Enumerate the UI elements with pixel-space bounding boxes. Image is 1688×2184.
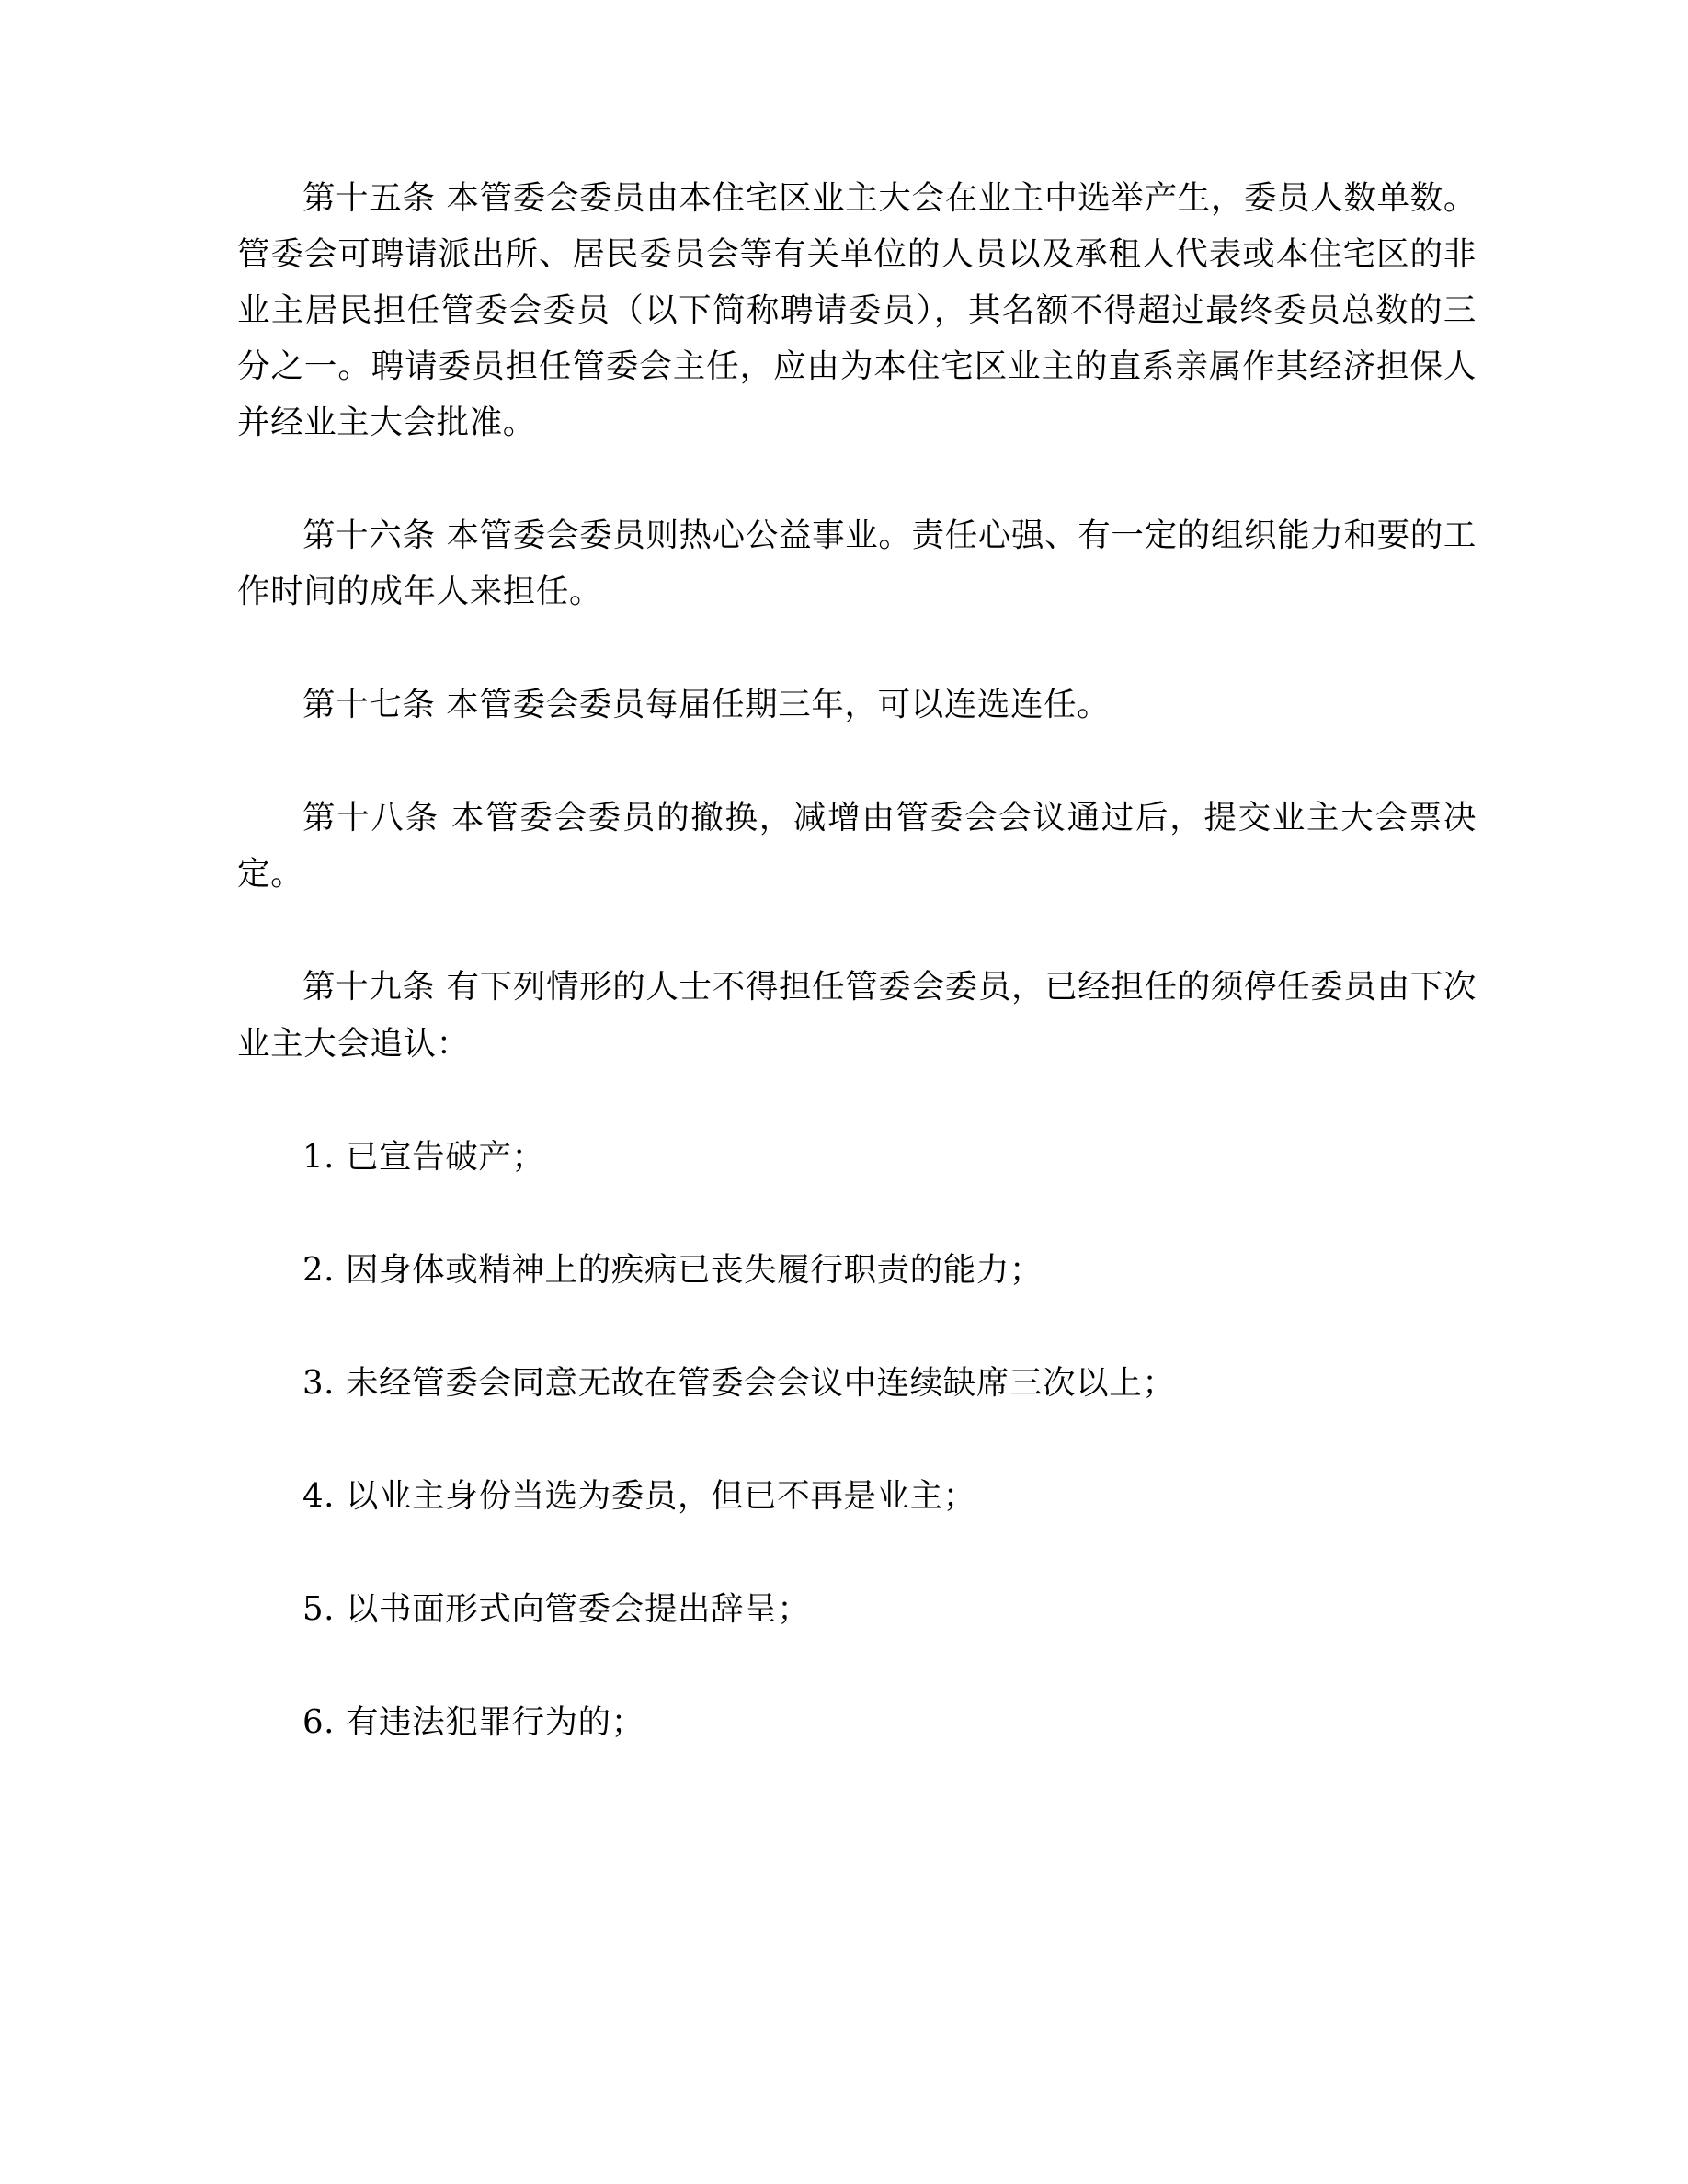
list-item-4: 4. 以业主身份当选为委员，但已不再是业主； [302, 1476, 976, 1515]
list-item-5: 5. 以书面形式向管委会提出辞呈； [302, 1589, 811, 1628]
paragraph-article-15: 第十五条 本管委会委员由本住宅区业主大会在业主中选举产生，委员人数单数。管委会可聘请派出所、居民委员会等有关单位的人员以及承租人代表或本住宅区的非业主居民担任管委会委员（以下简称聘请委员），其名额不得超过最终委员总数的三分之一。聘请委员担任管委会主任，应由为本住宅区业主的直系亲属作其经济担保人并经业主大会批准。 [237, 179, 1477, 442]
paragraph-article-17: 第十七条 本管委会委员每届任期三年，可以连选连任。 [302, 686, 1111, 724]
list-item-1: 1. 已宣告破产； [302, 1137, 545, 1176]
list-item-2: 2. 因身体或精神上的疾病已丧失履行职责的能力； [302, 1250, 1044, 1289]
paragraph-article-18: 第十八条 本管委会委员的撤换，减增由管委会会议通过后，提交业主大会票决定。 [237, 799, 1477, 893]
paragraph-article-19: 第十九条 有下列情形的人士不得担任管委会委员，已经担任的须停任委员由下次业主大会追认： [237, 968, 1477, 1063]
list-item-3: 3. 未经管委会同意无故在管委会会议中连续缺席三次以上； [302, 1363, 1176, 1402]
paragraph-article-16: 第十六条 本管委会委员则热心公益事业。责任心强、有一定的组织能力和要的工作时间的成年人来担任。 [237, 517, 1477, 611]
list-item-6: 6. 有违法犯罪行为的； [302, 1702, 644, 1741]
document-body [237, 170, 1477, 1750]
